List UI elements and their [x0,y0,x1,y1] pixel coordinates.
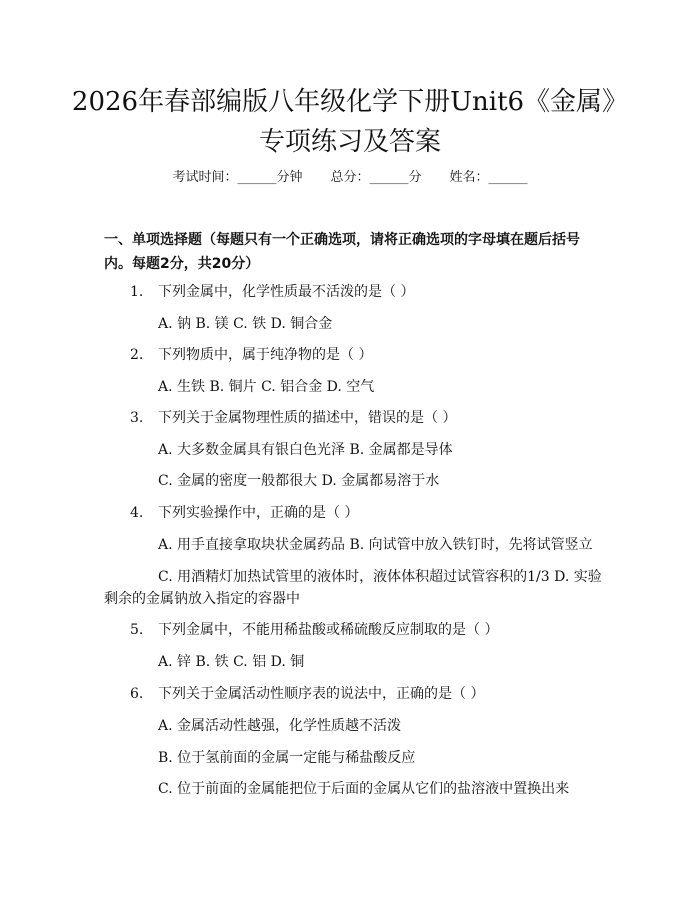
question-text: 下列金属中，不能用稀盐酸或稀硫酸反应制取的是（ ） [158,622,499,638]
question-text: 下列物质中，属于纯净物的是（ ） [158,347,373,363]
section-heading: 一、单项选择题（每题只有一个正确选项，请将正确选项的字母填在题后括号内。每题2分，共20分） [104,232,580,272]
question-text: 下列金属中，化学性质最不活泼的是（ ） [158,284,415,300]
exam-info [0,168,700,188]
question [130,620,498,640]
exam-score: 总分：______分 [330,170,422,185]
question-options: A. 生铁 B. 铜片 C. 铝合金 D. 空气 [158,379,375,395]
question-options: C. 位于前面的金属能把位于后面的金属从它们的盐溶液中置换出来 [158,781,570,797]
question [130,408,456,428]
question-number: 1. [130,284,144,300]
question-options: A. 锌 B. 铁 C. 铝 D. 铜 [158,654,305,670]
question-options: C. 金属的密度一般都很大 D. 金属都易溶于水 [158,473,440,489]
question-number: 2. [130,347,144,363]
question-options: C. 用酒精灯加热试管里的液体时，液体体积超过试管容积的1/3 D. 实验剩余的金属钠放入指定的容器中 [104,569,602,607]
question-options: A. 大多数金属具有银白色光泽 B. 金属都是导体 [158,442,453,458]
question-text: 下列实验操作中，正确的是（ ） [158,505,359,521]
exam-name: 姓名：______ [449,170,528,185]
question [130,684,484,704]
question-options: A. 金属活动性越强，化学性质越不活泼 [158,718,402,734]
question-text: 下列关于金属活动性顺序表的说法中，正确的是（ ） [158,686,485,702]
question [130,503,358,523]
question-text: 下列关于金属物理性质的描述中，错误的是（ ） [158,410,457,426]
question-options: A. 用手直接拿取块状金属药品 B. 向试管中放入铁钉时，先将试管竖立 [158,537,593,553]
question [130,345,372,365]
question-number: 5. [130,622,144,638]
question-options: A. 钠 B. 镁 C. 铁 D. 铜合金 [158,316,333,332]
question-options: B. 位于氢前面的金属一定能与稀盐酸反应 [158,750,416,766]
question-number: 3. [130,410,144,426]
question-number: 4. [130,505,144,521]
document-title: 2026年春部编版八年级化学下册Unit6《金属》专项练习及答案 [71,87,629,157]
question-number: 6. [130,686,144,702]
question [130,282,414,302]
exam-time: 考试时间：______分钟 [172,170,303,185]
